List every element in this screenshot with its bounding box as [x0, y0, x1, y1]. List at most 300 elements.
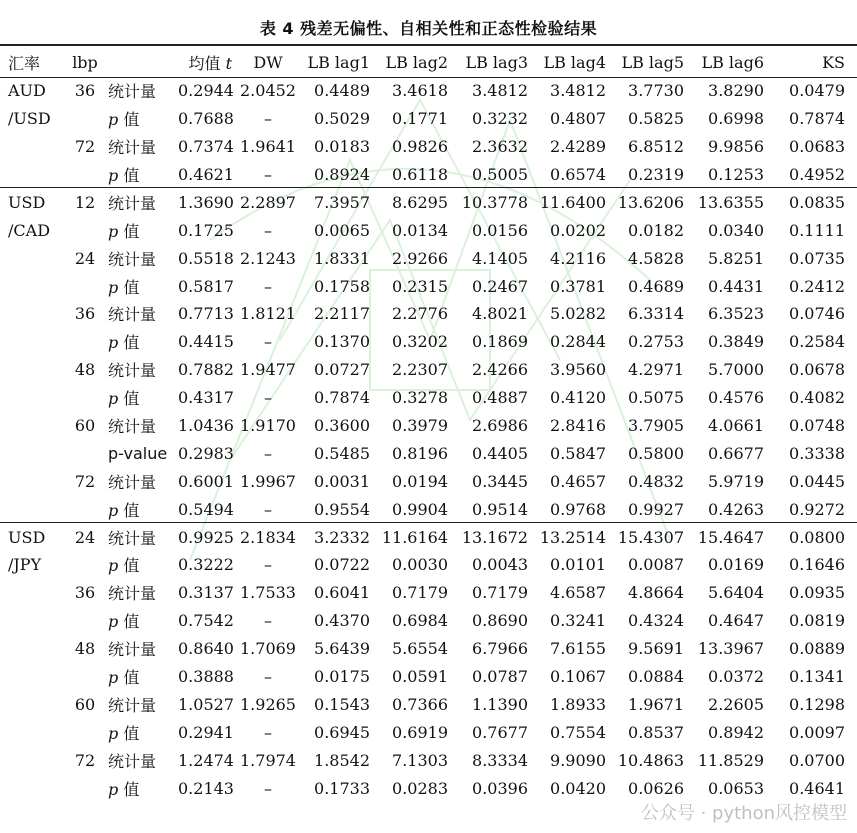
lb-lag5-cell: 0.4689 — [628, 276, 684, 296]
rate-cell — [0, 133, 64, 161]
header-lb1: LB lag1 — [307, 53, 370, 73]
lb-lag6-cell: 3.8290 — [708, 81, 764, 101]
table-row — [0, 244, 857, 272]
lb-lag6-cell: 13.3967 — [697, 639, 764, 659]
mean-cell: 0.4415 — [178, 332, 234, 352]
lb-lag1-cell: 1.8542 — [314, 750, 370, 770]
mean-cell: 0.7882 — [178, 360, 234, 380]
ks-cell: 0.0935 — [789, 583, 845, 603]
results-table — [0, 49, 857, 802]
dw-cell: – — [264, 332, 272, 352]
rate-cell — [0, 495, 64, 523]
lb-lag4-cell: 9.9090 — [550, 750, 606, 770]
stat-type-cell: p 值 — [108, 612, 140, 632]
lbp-cell: 60 — [74, 694, 96, 714]
lbp-cell: 60 — [74, 416, 96, 436]
lb-lag1-cell: 2.2117 — [314, 304, 370, 324]
table-row — [0, 216, 857, 244]
lb-lag2-cell: 0.3202 — [392, 332, 448, 352]
dw-cell: 1.7974 — [240, 750, 296, 770]
lb-lag4-cell: 0.6574 — [550, 165, 606, 184]
lbp-cell — [64, 161, 106, 189]
mean-cell: 0.9925 — [178, 527, 234, 547]
lb-lag3-cell: 6.7966 — [472, 639, 528, 659]
rate-cell — [0, 384, 64, 412]
table-row — [0, 774, 857, 802]
rate-cell: /CAD — [8, 220, 51, 240]
stat-type-cell: p 值 — [108, 779, 140, 799]
lb-lag3-cell: 3.4812 — [472, 81, 528, 101]
dw-cell: 1.9170 — [240, 416, 296, 436]
lb-lag4-cell: 0.0202 — [550, 220, 606, 240]
lb-lag2-cell: 0.0134 — [392, 220, 448, 240]
lb-lag6-cell: 9.9856 — [708, 137, 764, 157]
lb-lag2-cell: 0.7179 — [392, 583, 448, 603]
lbp-cell: 48 — [74, 639, 96, 659]
ks-cell: 0.1341 — [789, 667, 845, 687]
mean-cell: 0.7542 — [178, 611, 234, 631]
lbp-cell: 36 — [74, 304, 96, 324]
lb-lag5-cell: 13.6206 — [617, 192, 684, 212]
rate-cell: AUD — [8, 81, 46, 101]
stat-type-cell: p 值 — [108, 556, 140, 576]
lbp-cell — [64, 272, 106, 300]
header-lb4: LB lag4 — [543, 53, 606, 73]
mean-cell: 0.2941 — [178, 722, 234, 742]
lb-lag5-cell: 6.8512 — [628, 137, 684, 157]
mean-cell: 0.7374 — [178, 137, 234, 157]
lb-lag2-cell: 0.9904 — [392, 499, 448, 519]
ks-cell: 0.2412 — [789, 276, 845, 296]
lb-lag5-cell: 0.2753 — [628, 332, 684, 352]
mean-cell: 0.5518 — [178, 248, 234, 268]
ks-cell: 0.0835 — [789, 192, 845, 212]
lb-lag6-cell: 0.4576 — [708, 388, 764, 408]
table-body — [0, 77, 857, 802]
rate-cell — [0, 328, 64, 356]
lb-lag1-cell: 0.1370 — [314, 332, 370, 352]
table-row — [0, 635, 857, 663]
stat-type-cell: p 值 — [108, 221, 140, 241]
lb-lag2-cell: 0.6919 — [392, 722, 448, 742]
lbp-cell — [64, 663, 106, 691]
lb-lag2-cell: 2.2776 — [392, 304, 448, 324]
dw-cell: – — [264, 555, 272, 575]
stat-type-cell: p 值 — [108, 166, 140, 185]
lbp-cell — [64, 216, 106, 244]
lb-lag2-cell: 0.0591 — [392, 667, 448, 687]
lb-lag6-cell: 0.6677 — [708, 443, 764, 463]
mean-cell: 0.5817 — [178, 276, 234, 296]
lbp-cell — [64, 718, 106, 746]
stat-type-cell: 统计量 — [108, 138, 157, 158]
rate-cell — [0, 161, 64, 189]
ks-cell: 0.0819 — [789, 611, 845, 631]
mean-cell: 0.4621 — [178, 165, 234, 184]
lb-lag1-cell: 0.0183 — [314, 137, 370, 157]
dw-cell: 2.0452 — [240, 81, 296, 101]
ks-cell: 0.0479 — [789, 81, 845, 101]
stat-type-cell: 统计量 — [108, 361, 157, 381]
mean-cell: 0.3888 — [178, 667, 234, 687]
lb-lag5-cell: 0.5800 — [628, 443, 684, 463]
mean-cell: 0.7713 — [178, 304, 234, 324]
lb-lag6-cell: 5.7000 — [708, 360, 764, 380]
lb-lag1-cell: 0.3600 — [314, 416, 370, 436]
table-row — [0, 412, 857, 440]
stat-type-cell: p 值 — [108, 668, 140, 688]
lb-lag5-cell: 0.9927 — [628, 499, 684, 519]
lb-lag6-cell: 0.1253 — [708, 165, 764, 184]
header-ks: KS — [822, 53, 845, 73]
table-row — [0, 607, 857, 635]
lb-lag5-cell: 0.4324 — [628, 611, 684, 631]
stat-type-cell: 统计量 — [108, 695, 157, 715]
lb-lag1-cell: 7.3957 — [314, 192, 370, 212]
header-lb6: LB lag6 — [701, 53, 764, 73]
table-row — [0, 579, 857, 607]
table-row — [0, 746, 857, 774]
ks-cell: 0.0445 — [789, 471, 845, 491]
dw-cell: 1.8121 — [240, 304, 296, 324]
lb-lag3-cell: 0.3232 — [472, 109, 528, 129]
lb-lag6-cell: 13.6355 — [697, 192, 764, 212]
lb-lag1-cell: 0.7874 — [314, 388, 370, 408]
lb-lag3-cell: 2.3632 — [472, 137, 528, 157]
lb-lag5-cell: 0.5825 — [628, 109, 684, 129]
stat-type-cell: 统计量 — [108, 528, 157, 548]
lb-lag6-cell: 0.0340 — [708, 220, 764, 240]
lb-lag4-cell: 0.3781 — [550, 276, 606, 296]
table-row — [0, 188, 857, 216]
lb-lag2-cell: 0.6118 — [392, 165, 448, 184]
ks-cell: 0.4082 — [789, 388, 845, 408]
lb-lag6-cell: 15.4647 — [697, 527, 764, 547]
lb-lag4-cell: 11.6400 — [539, 192, 606, 212]
lb-lag1-cell: 0.4489 — [314, 81, 370, 101]
lbp-cell: 72 — [74, 750, 96, 770]
table-row — [0, 439, 857, 467]
mean-cell: 0.7688 — [178, 109, 234, 129]
lb-lag4-cell: 0.7554 — [550, 722, 606, 742]
dw-cell: – — [264, 220, 272, 240]
lb-lag6-cell: 0.8942 — [708, 722, 764, 742]
lb-lag3-cell: 0.7179 — [472, 583, 528, 603]
table-row — [0, 356, 857, 384]
lb-lag2-cell: 3.4618 — [392, 81, 448, 101]
ks-cell: 0.4641 — [789, 778, 845, 798]
header-rate: 汇率 — [8, 54, 41, 74]
rate-cell — [0, 746, 64, 774]
header-type-blank — [106, 49, 178, 77]
lbp-cell: 24 — [74, 527, 96, 547]
ks-cell: 0.1298 — [789, 694, 845, 714]
lb-lag1-cell: 0.1543 — [314, 694, 370, 714]
lb-lag2-cell: 0.7366 — [392, 694, 448, 714]
lbp-cell — [64, 607, 106, 635]
table-row — [0, 690, 857, 718]
ks-cell: 0.1646 — [789, 555, 845, 575]
lb-lag1-cell: 0.5029 — [314, 109, 370, 129]
ks-cell: 0.0700 — [789, 750, 845, 770]
ks-cell: 0.0748 — [789, 416, 845, 436]
lbp-cell — [64, 495, 106, 523]
lb-lag2-cell: 0.0283 — [392, 778, 448, 798]
header-lbp: lbp — [72, 53, 98, 73]
stat-type-cell: p 值 — [108, 389, 140, 409]
lb-lag6-cell: 5.9719 — [708, 471, 764, 491]
rate-cell — [0, 439, 64, 467]
lb-lag4-cell: 13.2514 — [539, 527, 606, 547]
mean-cell: 1.0527 — [178, 694, 234, 714]
lb-lag2-cell: 7.1303 — [392, 750, 448, 770]
lb-lag2-cell: 2.2307 — [392, 360, 448, 380]
lb-lag4-cell: 0.0101 — [550, 555, 606, 575]
dw-cell: 1.9477 — [240, 360, 296, 380]
lb-lag6-cell: 0.4263 — [708, 499, 764, 519]
lb-lag1-cell: 5.6439 — [314, 639, 370, 659]
dw-cell: – — [264, 667, 272, 687]
lb-lag5-cell: 4.5828 — [628, 248, 684, 268]
mean-cell: 0.6001 — [178, 471, 234, 491]
mean-cell: 0.3222 — [178, 555, 234, 575]
lb-lag1-cell: 0.0727 — [314, 360, 370, 380]
lb-lag6-cell: 0.0169 — [708, 555, 764, 575]
rate-cell: /USD — [8, 109, 51, 129]
table-row — [0, 551, 857, 579]
mean-cell: 0.2983 — [178, 443, 234, 463]
lb-lag1-cell: 0.8924 — [314, 165, 370, 184]
lb-lag5-cell: 3.7730 — [628, 81, 684, 101]
ks-cell: 0.0889 — [789, 639, 845, 659]
rate-cell — [0, 356, 64, 384]
lb-lag1-cell: 0.0065 — [314, 220, 370, 240]
lb-lag4-cell: 0.4807 — [550, 109, 606, 129]
header-row — [0, 49, 857, 77]
ks-cell: 0.3338 — [789, 443, 845, 463]
rate-cell: /JPY — [8, 555, 42, 575]
table-row — [0, 272, 857, 300]
lb-lag3-cell: 0.0156 — [472, 220, 528, 240]
lb-lag6-cell: 6.3523 — [708, 304, 764, 324]
lb-lag4-cell: 0.5847 — [550, 443, 606, 463]
lb-lag2-cell: 0.2315 — [392, 276, 448, 296]
lb-lag4-cell: 0.1067 — [550, 667, 606, 687]
rate-cell: USD — [8, 527, 46, 547]
lb-lag1-cell: 0.6945 — [314, 722, 370, 742]
lb-lag2-cell: 8.6295 — [392, 192, 448, 212]
stat-type-cell: p 值 — [108, 110, 140, 130]
table-row — [0, 77, 857, 105]
stat-type-cell: 统计量 — [108, 751, 157, 771]
table-row — [0, 467, 857, 495]
lbp-cell: 36 — [74, 81, 96, 101]
lb-lag2-cell: 0.9826 — [392, 137, 448, 157]
stat-type-cell: p 值 — [108, 500, 140, 520]
rate-cell — [0, 690, 64, 718]
lb-lag2-cell: 5.6554 — [392, 639, 448, 659]
lb-lag2-cell: 0.0194 — [392, 471, 448, 491]
lb-lag3-cell: 0.4887 — [472, 388, 528, 408]
header-dw: DW — [253, 53, 283, 73]
lb-lag5-cell: 0.8537 — [628, 722, 684, 742]
lb-lag5-cell: 6.3314 — [628, 304, 684, 324]
stat-type-cell: 统计量 — [108, 584, 157, 604]
lb-lag5-cell: 4.8664 — [628, 583, 684, 603]
lb-lag1-cell: 0.9554 — [314, 499, 370, 519]
lb-lag3-cell: 10.3778 — [461, 192, 528, 212]
mean-cell: 0.4317 — [178, 388, 234, 408]
table-row — [0, 133, 857, 161]
lb-lag1-cell: 0.0175 — [314, 667, 370, 687]
stat-type-cell: p 值 — [108, 723, 140, 743]
lb-lag5-cell: 15.4307 — [617, 527, 684, 547]
lbp-cell: 72 — [74, 137, 96, 157]
lb-lag4-cell: 3.9560 — [550, 360, 606, 380]
table-row — [0, 384, 857, 412]
mean-cell: 0.3137 — [178, 583, 234, 603]
lb-lag2-cell: 11.6164 — [381, 527, 448, 547]
lb-lag4-cell: 0.4120 — [550, 388, 606, 408]
stat-type-cell: 统计量 — [108, 249, 157, 269]
mean-cell: 1.2474 — [178, 750, 234, 770]
ks-cell: 0.0746 — [789, 304, 845, 324]
lb-lag2-cell: 0.6984 — [392, 611, 448, 631]
lb-lag5-cell: 3.7905 — [628, 416, 684, 436]
lb-lag3-cell: 1.1390 — [472, 694, 528, 714]
mean-cell: 0.2944 — [178, 81, 234, 101]
dw-cell: 1.9967 — [240, 471, 296, 491]
lb-lag2-cell: 0.8196 — [392, 443, 448, 463]
lb-lag3-cell: 0.5005 — [472, 165, 528, 184]
lbp-cell — [64, 328, 106, 356]
lb-lag3-cell: 0.0396 — [472, 778, 528, 798]
lb-lag3-cell: 0.8690 — [472, 611, 528, 631]
table-row — [0, 161, 857, 189]
lb-lag3-cell: 13.1672 — [461, 527, 528, 547]
lb-lag5-cell: 0.5075 — [628, 388, 684, 408]
lb-lag4-cell: 2.8416 — [550, 416, 606, 436]
lb-lag5-cell: 0.4832 — [628, 471, 684, 491]
table-row — [0, 328, 857, 356]
lb-lag1-cell: 0.6041 — [314, 583, 370, 603]
dw-cell: 1.7533 — [240, 583, 296, 603]
rate-cell — [0, 300, 64, 328]
rate-cell — [0, 607, 64, 635]
lb-lag5-cell: 0.0087 — [628, 555, 684, 575]
lb-lag4-cell: 2.4289 — [550, 137, 606, 157]
lb-lag6-cell: 0.4647 — [708, 611, 764, 631]
mean-cell: 1.3690 — [178, 192, 234, 212]
table-row — [0, 105, 857, 133]
lb-lag4-cell: 7.6155 — [550, 639, 606, 659]
lb-lag3-cell: 0.4405 — [472, 443, 528, 463]
lbp-cell: 12 — [74, 192, 96, 212]
lb-lag4-cell: 4.2116 — [550, 248, 606, 268]
dw-cell: – — [264, 388, 272, 408]
header-lb2: LB lag2 — [385, 53, 448, 73]
stat-type-cell: 统计量 — [108, 82, 157, 102]
lb-lag6-cell: 2.2605 — [708, 694, 764, 714]
lbp-cell: 24 — [74, 248, 96, 268]
ks-cell: 0.0097 — [789, 722, 845, 742]
lb-lag6-cell: 0.6998 — [708, 109, 764, 129]
lb-lag5-cell: 1.9671 — [628, 694, 684, 714]
rate-cell — [0, 718, 64, 746]
mean-cell: 0.1725 — [178, 220, 234, 240]
dw-cell: – — [264, 611, 272, 631]
stat-type-cell: p 值 — [108, 277, 140, 297]
rate-cell — [0, 579, 64, 607]
ks-cell: 0.0683 — [789, 137, 845, 157]
mean-cell: 0.5494 — [178, 499, 234, 519]
lb-lag4-cell: 0.4657 — [550, 471, 606, 491]
lb-lag5-cell: 10.4863 — [617, 750, 684, 770]
header-mean: 均值 t — [188, 54, 232, 74]
dw-cell: 2.1243 — [240, 248, 296, 268]
lb-lag4-cell: 0.9768 — [550, 499, 606, 519]
lb-lag1-cell: 0.5485 — [314, 443, 370, 463]
rate-cell — [0, 774, 64, 802]
lb-lag5-cell: 0.0626 — [628, 778, 684, 798]
table-row — [0, 523, 857, 551]
dw-cell: 1.9641 — [240, 137, 296, 157]
lb-lag4-cell: 0.3241 — [550, 611, 606, 631]
lb-lag5-cell: 4.2971 — [628, 360, 684, 380]
rate-cell — [0, 467, 64, 495]
lb-lag1-cell: 0.0031 — [314, 471, 370, 491]
lb-lag5-cell: 0.0884 — [628, 667, 684, 687]
mean-cell: 0.2143 — [178, 778, 234, 798]
lb-lag2-cell: 2.9266 — [392, 248, 448, 268]
header-lb3: LB lag3 — [465, 53, 528, 73]
top-rule — [0, 44, 857, 46]
lb-lag3-cell: 4.8021 — [472, 304, 528, 324]
header-lb5: LB lag5 — [621, 53, 684, 73]
lb-lag3-cell: 0.9514 — [472, 499, 528, 519]
lbp-cell — [64, 105, 106, 133]
table-row — [0, 718, 857, 746]
lb-lag6-cell: 0.0372 — [708, 667, 764, 687]
rate-cell: USD — [8, 192, 46, 212]
lb-lag6-cell: 0.3849 — [708, 332, 764, 352]
lb-lag1-cell: 3.2332 — [314, 527, 370, 547]
rate-cell — [0, 272, 64, 300]
lb-lag1-cell: 0.1733 — [314, 778, 370, 798]
lb-lag2-cell: 0.1771 — [392, 109, 448, 129]
lb-lag4-cell: 4.6587 — [550, 583, 606, 603]
lb-lag3-cell: 2.4266 — [472, 360, 528, 380]
dw-cell: 2.1834 — [240, 527, 296, 547]
rate-cell — [0, 635, 64, 663]
lbp-cell — [64, 774, 106, 802]
lb-lag1-cell: 1.8331 — [314, 248, 370, 268]
dw-cell: – — [264, 722, 272, 742]
lbp-cell — [64, 551, 106, 579]
lb-lag4-cell: 5.0282 — [550, 304, 606, 324]
lb-lag6-cell: 4.0661 — [708, 416, 764, 436]
table-row — [0, 663, 857, 691]
stat-type-cell: 统计量 — [108, 417, 157, 437]
dw-cell: – — [264, 443, 272, 463]
stat-type-cell: 统计量 — [108, 305, 157, 325]
ks-cell: 0.9272 — [789, 499, 845, 519]
ks-cell: 0.7874 — [789, 109, 845, 129]
lb-lag1-cell: 0.1758 — [314, 276, 370, 296]
lb-lag3-cell: 0.0043 — [472, 555, 528, 575]
lb-lag6-cell: 5.6404 — [708, 583, 764, 603]
lb-lag3-cell: 0.1869 — [472, 332, 528, 352]
